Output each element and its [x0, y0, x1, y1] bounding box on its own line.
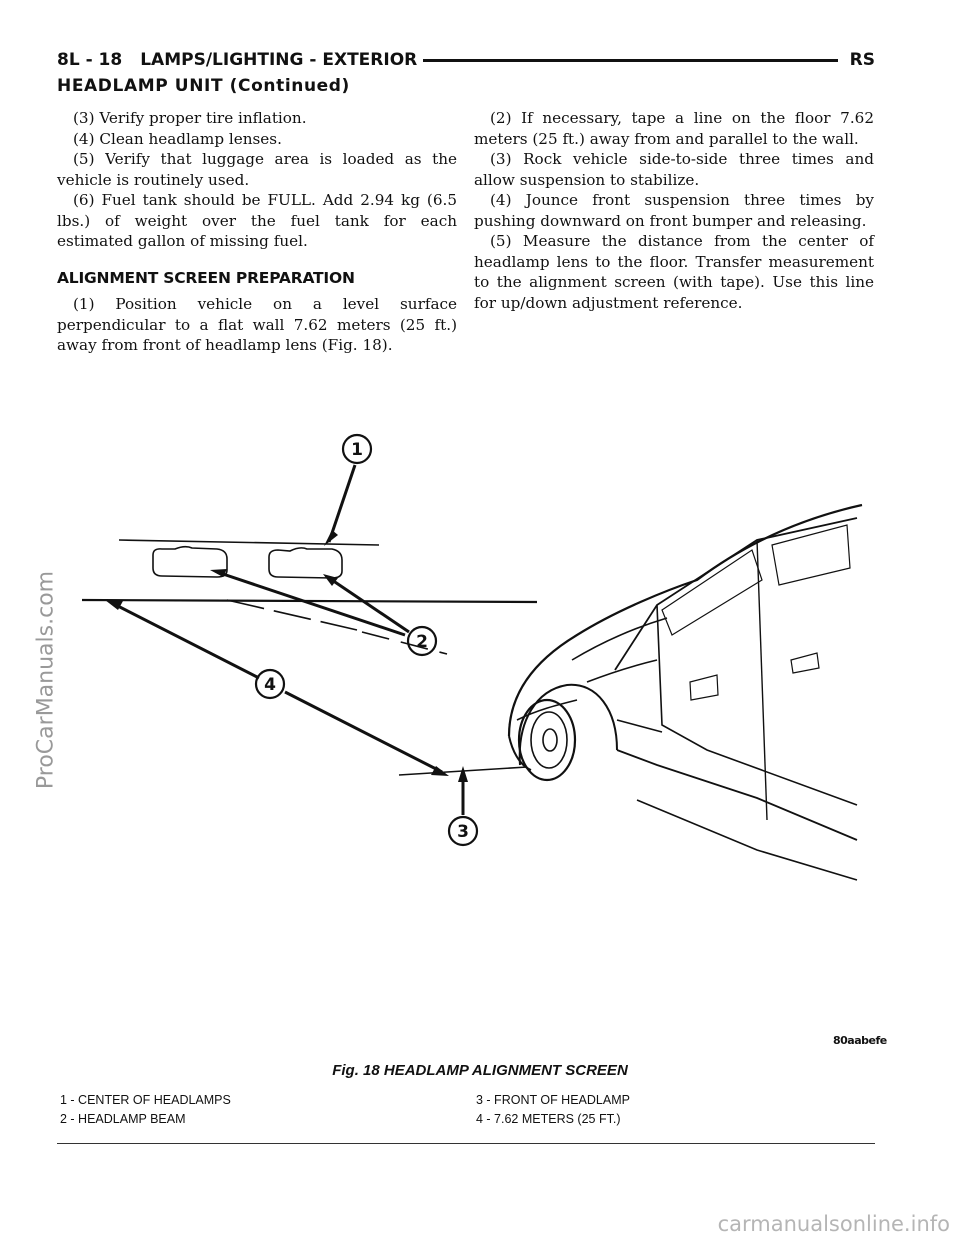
figure-id: 80aabefe: [833, 1034, 887, 1047]
model-code: RS: [849, 50, 875, 70]
side-watermark: ProCarManuals.com: [33, 570, 59, 790]
left-column: [57, 108, 457, 356]
figure-caption: Fig. 18 HEADLAMP ALIGNMENT SCREEN: [332, 1062, 628, 1079]
wall-line-upper: [119, 540, 379, 545]
legend-left: [60, 1091, 231, 1129]
bottom-watermark[interactable]: carmanualsonline.info: [717, 1212, 950, 1236]
page-number: 8L - 18: [57, 50, 123, 70]
car-hood: [509, 505, 862, 736]
chapter-title: LAMPS/LIGHTING - EXTERIOR: [140, 50, 418, 70]
paragraph: (1) Position vehicle on a level surface perpendicular to a flat wall 7.62 meters (25 ft.) away from front of headlamp lens (Fig. 18).: [57, 295, 457, 354]
paragraph: (6) Fuel tank should be FULL. Add 2.94 kg (6.5 lbs.) of weight over the fuel tank for each estimated gallon of missing fuel.: [57, 191, 457, 250]
paragraph: (5) Verify that luggage area is loaded as the vehicle is routinely used.: [57, 150, 457, 189]
paragraph: (2) If necessary, tape a line on the floor 7.62 meters (25 ft.) away from and parallel to the wall.: [474, 109, 874, 148]
bottom-rule: [57, 1143, 875, 1144]
callout-4: 4: [264, 675, 276, 695]
header-rule: [423, 59, 837, 62]
subheading: ALIGNMENT SCREEN PREPARATION: [57, 268, 355, 287]
legend-right: [476, 1091, 630, 1129]
alignment-diagram: [57, 420, 897, 1060]
paragraph: (3) Verify proper tire inflation.: [73, 109, 307, 127]
callout-2: 2: [416, 632, 428, 652]
legend-item: 3 - FRONT OF HEADLAMP: [476, 1093, 630, 1107]
arrow-1: [329, 465, 355, 542]
page-header: [57, 48, 875, 72]
paragraph: (5) Measure the distance from the center of headlamp lens to the floor. Transfer measurement to the alignment screen (with tape). Use this line for up/down adjustment reference.: [474, 232, 874, 312]
legend-item: 2 - HEADLAMP BEAM: [60, 1112, 186, 1126]
arrow-4b: [285, 692, 442, 772]
paragraph: (4) Clean headlamp lenses.: [73, 129, 282, 148]
paragraph: (3) Rock vehicle side-to-side three times and allow suspension to stabilize.: [474, 150, 874, 189]
headlamp-beam-shape: [269, 548, 342, 578]
callout-3: 3: [457, 822, 469, 842]
paragraph: (4) Jounce front suspension three times by pushing downward on front bumper and releasing.: [474, 191, 874, 230]
beam-line: [227, 600, 357, 630]
legend-item: 1 - CENTER OF HEADLAMPS: [60, 1093, 231, 1107]
right-column: [474, 108, 874, 313]
section-title: HEADLAMP UNIT (Continued): [57, 76, 350, 96]
callout-1: 1: [351, 440, 363, 460]
arrow-4a: [112, 603, 259, 678]
legend-item: 4 - 7.62 METERS (25 FT.): [476, 1112, 621, 1126]
